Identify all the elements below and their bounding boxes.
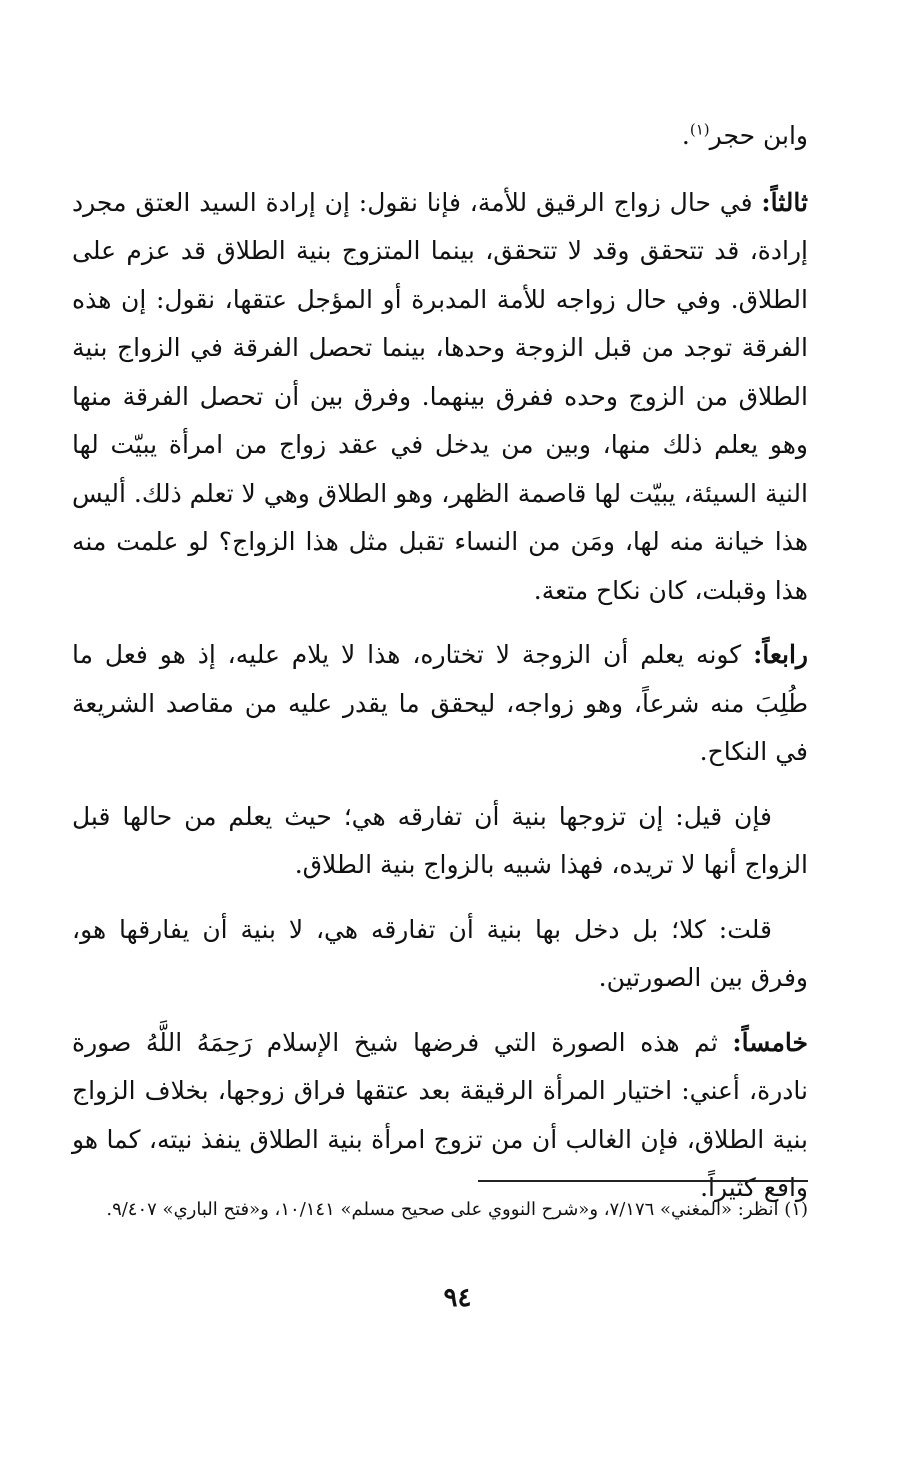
paragraph-end: . <box>681 121 690 150</box>
paragraph-objection: فإن قيل: إن تزوجها بنية أن تفارقه هي؛ حيث يعلم من حالها قبل الزواج أنها لا تريده، فهذا شبيه بالزواج بنية الطلاق. <box>72 801 808 879</box>
paragraph-lead: خامساً: <box>732 1027 808 1057</box>
footnote-divider <box>478 1180 808 1182</box>
paragraph-reply: قلت: كلا؛ بل دخل بها بنية أن تفارقه هي، لا بنية أن يفارقها هو، وفرق بين الصورتين. <box>72 914 808 992</box>
paragraph-text: ثم هذه الصورة التي فرضها شيخ الإسلام رَحِمَهُ اللَّهُ صورة نادرة، أعني: اختيار المرأة الرقيقة بعد عتقها فراق زوجها، بخلاف الزواج بنية الطلاق، فإن الغالب أن من تزوج امرأة بنية الطلاق ينفذ نيته، كما هو واقع كثيراً. <box>72 1027 808 1202</box>
page-number: ٩٤ <box>443 1283 472 1313</box>
paragraph-text: كونه يعلم أن الزوجة لا تختاره، هذا لا يلام عليه، إذ هو فعل ما طُلِبَ منه شرعاً، وهو زواجه، ليحقق ما يقدر عليه من مقاصد الشريعة في النكاح. <box>72 640 808 766</box>
footnote: (١) انظر: «المغني» ٧/١٧٦، و«شرح النووي على صحيح مسلم» ١٠/١٤١، و«فتح الباري» ٩/٤٠٧. <box>106 1199 808 1220</box>
paragraph-third <box>72 179 808 616</box>
footnote-reference[interactable]: (١) <box>689 120 710 139</box>
paragraph-fourth <box>72 631 808 777</box>
paragraph-fifth <box>72 1019 808 1213</box>
paragraph-text: وابن حجر <box>709 121 808 150</box>
paragraph-lead: رابعاً: <box>753 640 808 669</box>
paragraph-text: في حال زواج الرقيق للأمة، فإنا نقول: إن إرادة السيد العتق مجرد إرادة، قد تتحقق وقد لا تتحقق، بينما المتزوج بنية الطلاق قد عزم على الطلاق. وفي حال زواجه للأمة المدبرة أو المؤجل عتقها، نقول: إن هذه الفرقة توجد من قبل الزوجة وحدها، بينما تحصل الفرقة في الزواج بنية الطلاق من الزوج وحده ففرق بينهما. وفرق بين أن تحصل الفرقة منها وهو يعلم ذلك منها، وبين من يدخل في عقد زواج من امرأة يبيّت لها النية السيئة، يبيّت لها قاصمة الظهر، وهو الطلاق وهي لا تعلم ذلك. أليس هذا خيانة منه لها، ومَن من النساء تقبل مثل هذا الزواج؟ لو علمت منه هذا وقبلت، كان نكاح متعة. <box>72 187 808 605</box>
paragraph-lead: ثالثاً: <box>761 187 808 217</box>
main-text <box>72 112 808 1213</box>
paragraph-continuation <box>72 112 808 161</box>
